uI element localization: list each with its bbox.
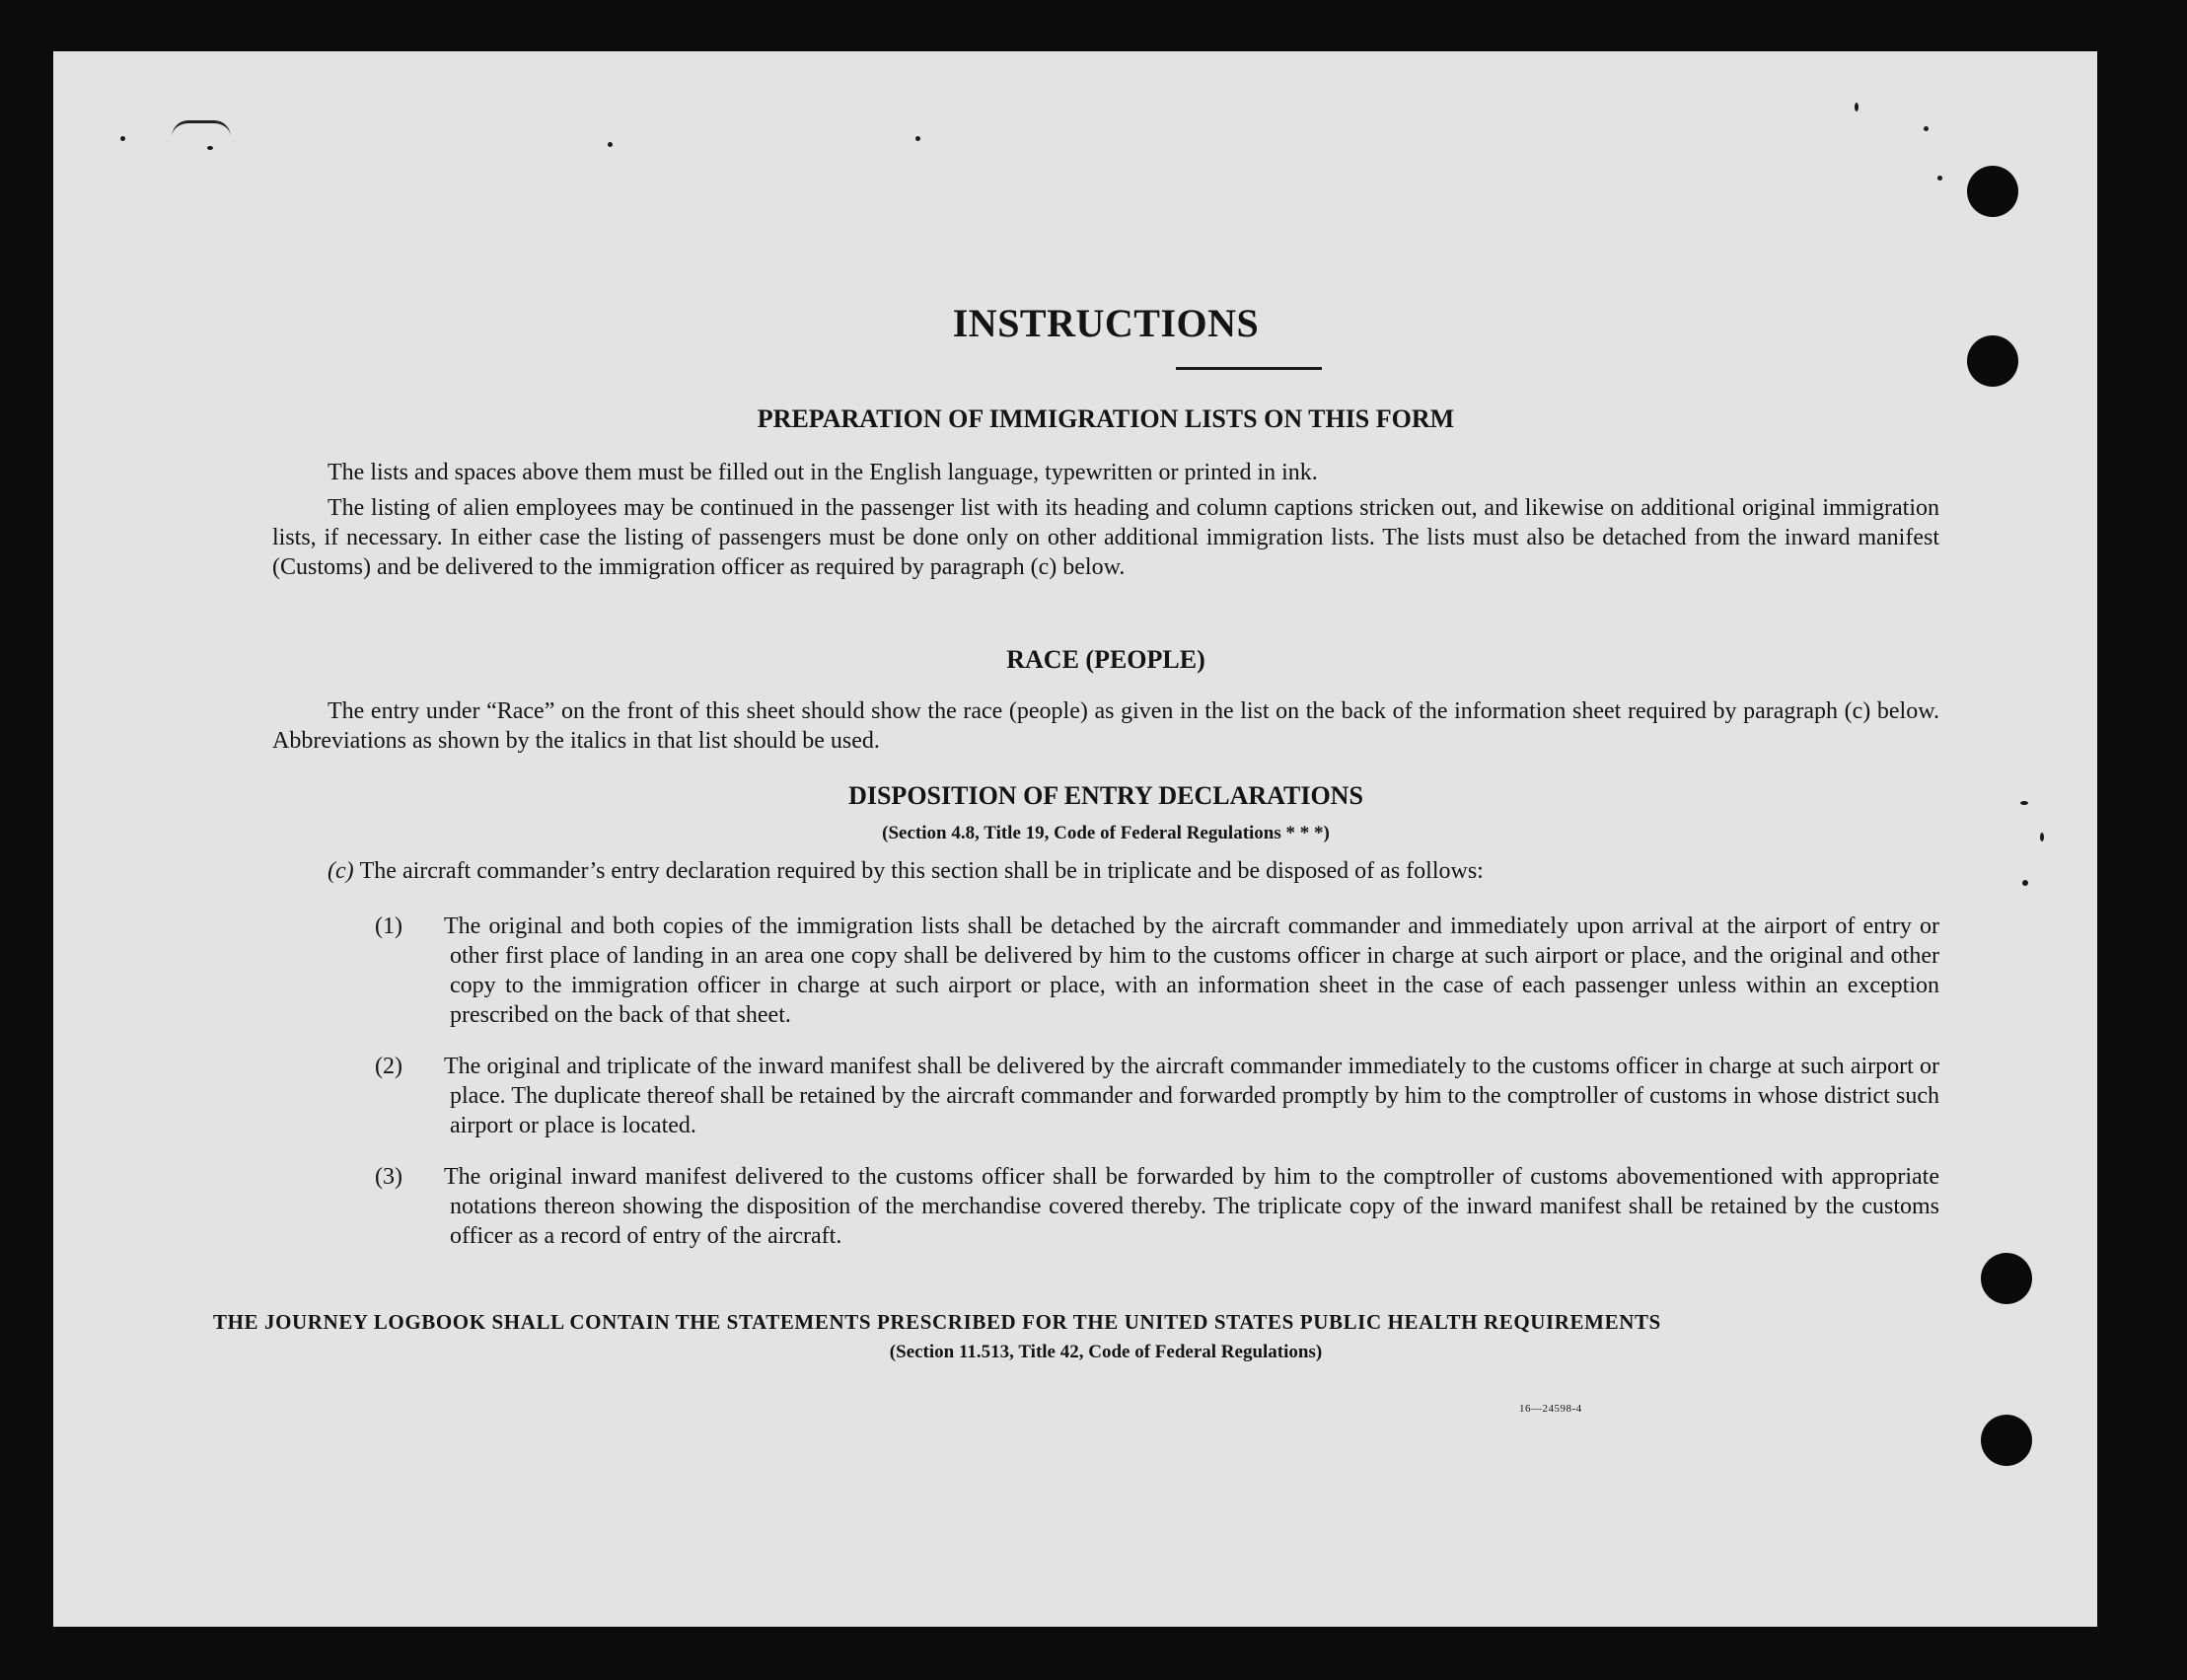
paragraph-alien-employees: The listing of alien employees may be continued in the passenger list with its heading and column captions stricken out, and likewise on additional original immigration lists, if necessary. In either case the listing of passengers must be done only on other additional immigration lists. The lists must also be detached from the inward manifest (Customs) and be delivered to the immigration officer as required by paragraph (c) below.	[272, 495, 1939, 580]
dust-speck	[2020, 801, 2028, 805]
list-item	[375, 912, 1939, 1030]
punch-hole	[1967, 335, 2018, 387]
section-heading-preparation: PREPARATION OF IMMIGRATION LISTS ON THIS FORM	[757, 404, 1455, 433]
clause-label: (c)	[328, 858, 354, 884]
list-item	[375, 1162, 1939, 1251]
dust-speck	[1937, 176, 1942, 181]
list-item	[375, 1052, 1939, 1140]
dust-speck	[120, 136, 125, 141]
item-number: (3)	[375, 1164, 402, 1190]
dust-speck	[1924, 126, 1929, 131]
item-number: (1)	[375, 913, 402, 939]
dust-speck	[608, 142, 613, 147]
punch-hole	[1981, 1415, 2032, 1466]
paragraph-race: The entry under “Race” on the front of this sheet should show the race (people) as given in the list on the back of the information sheet required by paragraph (c) below. Abbreviations as shown by the italics in that list should be used.	[272, 698, 1939, 754]
item-text: The original inward manifest delivered to the customs officer shall be forwarded by him to the comptroller of customs abovementioned with appropriate notations thereon showing the disposition of the merchandise covered thereby. The triplicate copy of the inward manifest shall be retained by the customs officer as a record of entry of the aircraft.	[444, 1164, 1939, 1249]
paragraph-language: The lists and spaces above them must be filled out in the English language, typewritten or printed in ink.	[328, 460, 1318, 485]
punch-hole	[1981, 1253, 2032, 1304]
section-heading-disposition: DISPOSITION OF ENTRY DECLARATIONS	[848, 781, 1363, 810]
section-heading-race: RACE (PEOPLE)	[1006, 645, 1205, 674]
section-citation: (Section 4.8, Title 19, Code of Federal Regulations * * *)	[882, 823, 1330, 843]
form-number: 16—24598-4	[1519, 1403, 1582, 1415]
dust-speck	[207, 146, 213, 150]
clause-text: The aircraft commander’s entry declaration required by this section shall be in triplicate and be disposed of as follows:	[359, 858, 1484, 884]
item-text: The original and triplicate of the inward manifest shall be delivered by the aircraft commander immediately to the customs officer in charge at such airport or place. The duplicate thereof shall be retained by the aircraft commander and forwarded promptly by him to the comptroller of customs in whose district such airport or place is located.	[444, 1054, 1939, 1138]
dust-speck	[915, 136, 920, 141]
item-text: The original and both copies of the immigration lists shall be detached by the aircraft commander and immediately upon arrival at the airport of entry or other first place of landing in an area one copy shall be delivered by him to the customs officer in charge at such airport or place, and the original and other copy to the immigration officer in charge at such airport or place, with an information sheet in the case of each passenger unless within an exception prescribed on the back of that sheet.	[444, 913, 1939, 1028]
dust-speck	[2040, 833, 2044, 841]
punch-hole	[1967, 166, 2018, 217]
clause-c	[328, 856, 1939, 886]
document-page	[53, 51, 2097, 1627]
dust-speck	[2022, 880, 2028, 886]
pen-mark	[172, 120, 231, 137]
page-title: INSTRUCTIONS	[952, 301, 1260, 345]
title-underline	[1176, 367, 1322, 370]
item-number: (2)	[375, 1054, 402, 1079]
dust-speck	[1855, 103, 1859, 111]
footer-statement: THE JOURNEY LOGBOOK SHALL CONTAIN THE STATEMENTS PRESCRIBED FOR THE UNITED STATES PUBLIC HEALTH REQUIREMENTS	[213, 1310, 1661, 1334]
footer-citation: (Section 11.513, Title 42, Code of Federal Regulations)	[889, 1342, 1323, 1362]
